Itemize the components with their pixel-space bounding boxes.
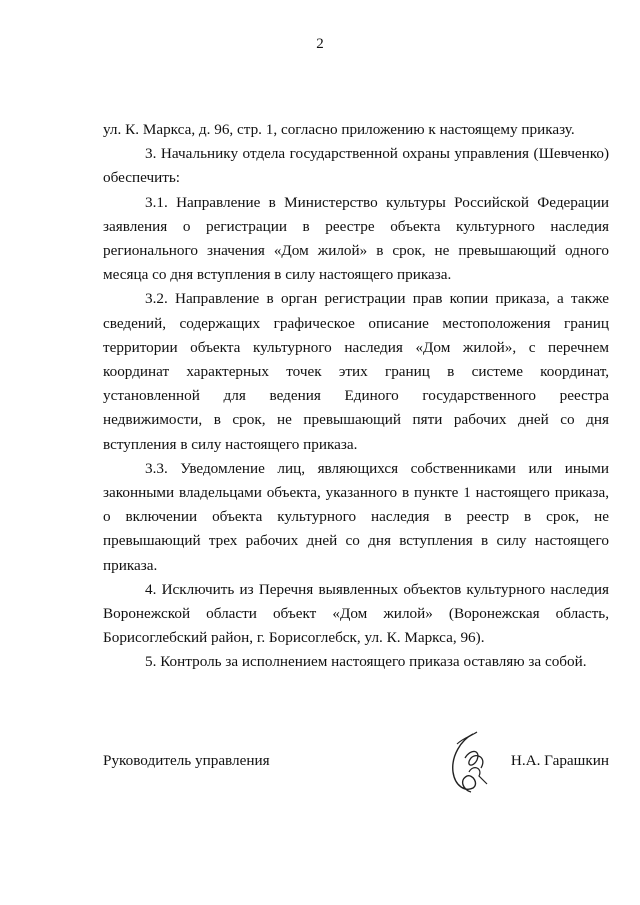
paragraph-3-1: 3.1. Направление в Министерство культуры Российской Федерации заявления о регистрации в реестре объекта культурного наследия регионального значения «Дом жилой» в срок, не превышающий одного месяца со дня вступления в силу настоящего приказа. — [103, 193, 609, 284]
paragraph-4: 4. Исключить из Перечня выявленных объектов культурного наследия Воронежской области объект «Дом жилой» (Воронежская область, Борисоглебский район, г. Борисоглебск, ул. К. Маркса, 96). — [103, 580, 609, 647]
signatory-name: Н.А. Гарашкин — [510, 752, 609, 769]
signatory-role: Руководитель управления — [103, 752, 270, 769]
signature-block — [103, 752, 609, 812]
paragraph-3-3: 3.3. Уведомление лиц, являющихся собственниками или иными законными владельцами объекта, указанного в пункте 1 настоящего приказа, о включении объекта культурного наследия в реестр в срок, не превышающий трех рабочих дней со дня вступления в силу настоящего приказа. — [103, 459, 609, 574]
paragraph-address-continuation: ул. К. Маркса, д. 96, стр. 1, согласно приложению к настоящему приказу. — [103, 121, 575, 138]
handwritten-signature — [443, 728, 491, 798]
document-body — [103, 118, 609, 675]
page-number: 2 — [316, 36, 324, 52]
paragraph-5: 5. Контроль за исполнением настоящего приказа оставляю за собой. — [145, 653, 587, 671]
paragraph-3: 3. Начальнику отдела государственной охраны управления (Шевченко) обеспечить: — [103, 145, 609, 187]
paragraph-3-2: 3.2. Направление в орган регистрации прав копии приказа, а также сведений, содержащих графическое описание местоположения границ территории объекта культурного наследия «Дом жилой», с перечнем координат характерных точек этих границ в системе координат, установленной для ведения Единого государственного реестра недвижимости, в срок, не превышающий пяти рабочих дней со дня вступления в силу настоящего приказа. — [103, 290, 609, 453]
